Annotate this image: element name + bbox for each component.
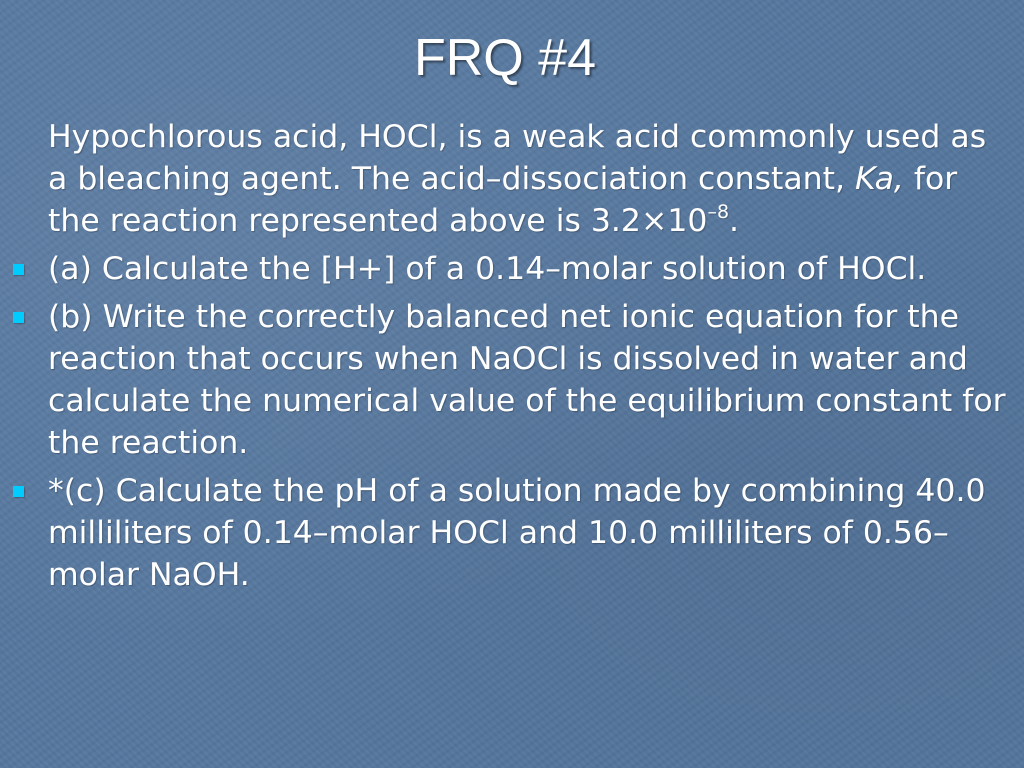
question-a-text: (a) Calculate the [H+] of a 0.14–molar solution of HOCl. <box>48 251 927 287</box>
intro-text-part3: . <box>729 203 740 239</box>
list-item <box>0 470 1024 596</box>
ka-symbol: Ka, <box>855 161 904 197</box>
square-bullet-icon <box>13 264 24 275</box>
square-bullet-icon <box>13 312 24 323</box>
slide-title: FRQ #4 <box>413 29 597 87</box>
list-item <box>0 296 1024 464</box>
exponent: –8 <box>707 201 730 223</box>
slide-body <box>0 116 1024 602</box>
square-bullet-icon <box>13 486 24 497</box>
question-c-text: *(c) Calculate the pH of a solution made by combining 40.0 milliliters of 0.14–molar HOCl and 10.0 milliliters of 0.56–molar NaOH. <box>48 473 986 593</box>
intro-paragraph <box>0 116 1024 242</box>
intro-text-part1: Hypochlorous acid, HOCl, is a weak acid commonly used as a bleaching agent. The acid–dissociation constant, <box>48 119 987 197</box>
question-b-text: (b) Write the correctly balanced net ionic equation for the reaction that occurs when NaOCl is dissolved in water and calculate the numerical value of the equilibrium constant for the reaction. <box>48 299 1006 461</box>
intro-text-part2: for the reaction represented above is 3.2×10 <box>48 161 958 239</box>
list-item <box>0 248 1024 290</box>
